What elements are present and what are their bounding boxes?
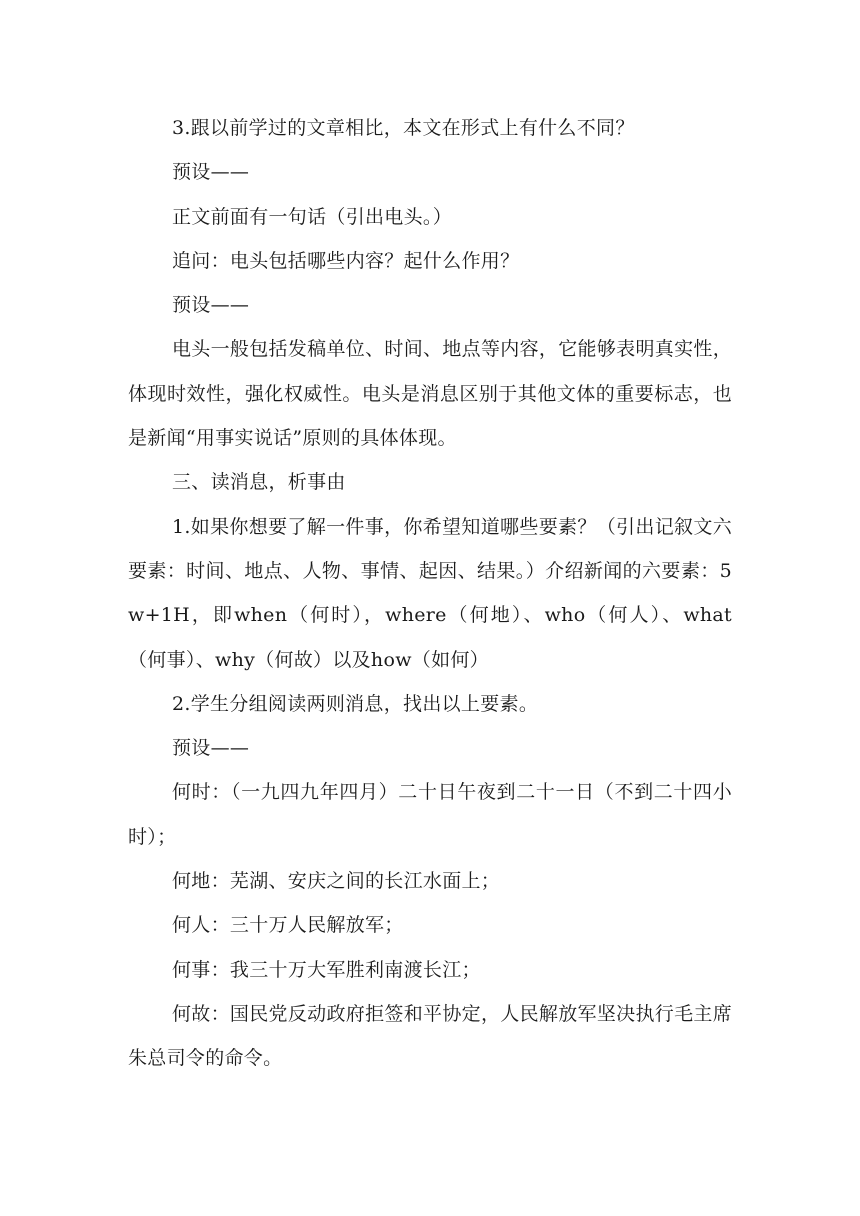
answer-paragraph: 正文前面有一句话（引出电头。） — [172, 205, 453, 228]
section-heading: 三、读消息，析事由 — [172, 471, 346, 494]
element-where: 何地：芜湖、安庆之间的长江水面上； — [172, 870, 501, 893]
answer-paragraph: 电头一般包括发稿单位、时间、地点等内容，它能够表明真实性，体现时效性，强化权威性。电头是消息区别于其他文体的重要标志，也是新闻“用事实说话”原则的具体体现。 — [128, 338, 732, 450]
question-3: 3.跟以前学过的文章相比，本文在形式上有什么不同？ — [172, 117, 635, 139]
element-why: 何故：国民党反动政府拒签和平协定，人民解放军坚决执行毛主席朱总司令的命令。 — [128, 1002, 732, 1070]
element-who: 何人：三十万人民解放军； — [172, 914, 404, 937]
preset-label: 预设—— — [172, 294, 250, 317]
document-body — [128, 106, 732, 1081]
preset-label: 预设—— — [172, 737, 250, 760]
element-when: 何时：（一九四九年四月）二十日午夜到二十一日（不到二十四小时）； — [128, 781, 732, 848]
element-what: 何事：我三十万大军胜利南渡长江； — [172, 958, 481, 981]
question-2: 2.学生分组阅读两则消息，找出以上要素。 — [172, 692, 539, 715]
preset-label: 预设—— — [172, 161, 250, 184]
follow-up-question: 追问：电头包括哪些内容？起什么作用？ — [172, 249, 520, 272]
question-1: 1.如果你想要了解一件事，你希望知道哪些要素？（引出记叙文六要素：时间、地点、人物、事情、起因、结果。）介绍新闻的六要素：5w+1H，即when（何时），where（何地）、who（何人）、what（何事）、why（何故）以及how（如何） — [128, 515, 732, 671]
